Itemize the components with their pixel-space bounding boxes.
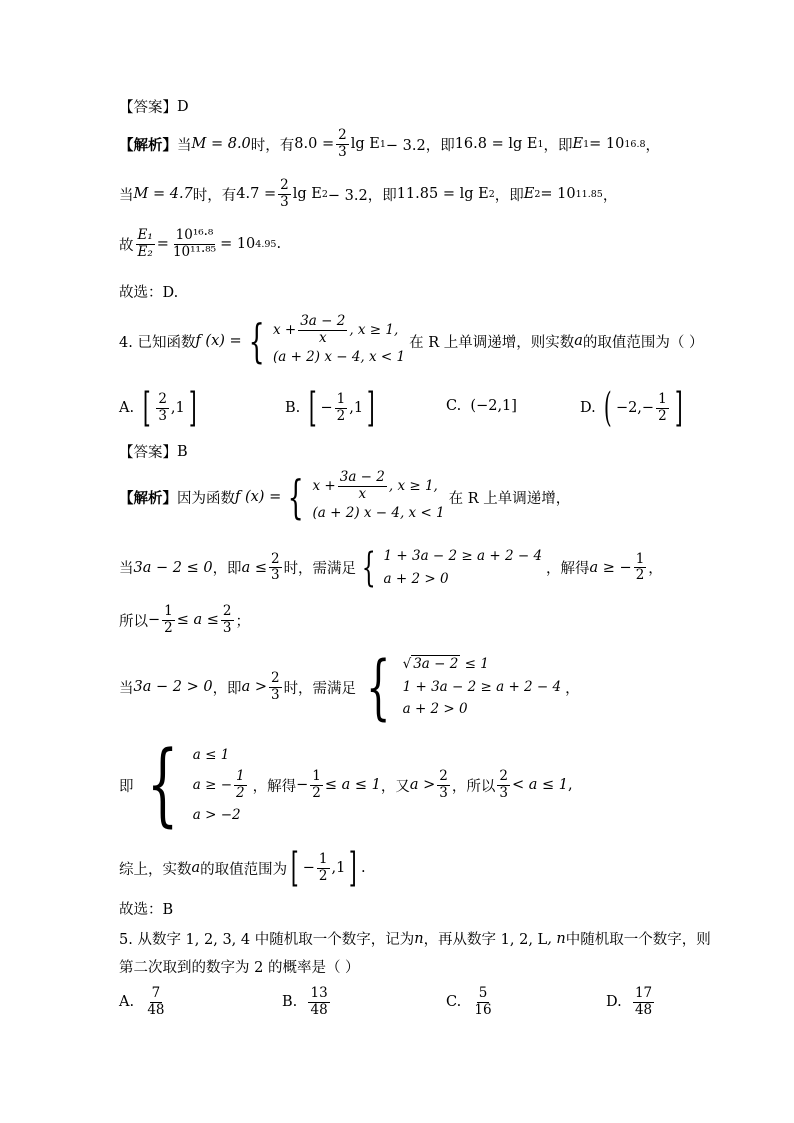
text: 在 R 上单调递增，: [448, 490, 571, 507]
q3-choose-line: [119, 281, 178, 302]
text: ，即: [494, 187, 524, 204]
answer-value: B: [177, 443, 188, 460]
q4-summary-line: 综上，实数 a 的取值范围为 [ − $\frac{1}{2}$ ,1 ] .: [119, 845, 366, 891]
text: 的取值范围为（ ）: [582, 334, 704, 351]
q5-stem-line-2: 第二次取到的数字为 2 的概率是（ ）: [119, 960, 360, 976]
q5-option-b[interactable]: B. $\frac{13}{48}$: [282, 985, 328, 1018]
fraction: $\frac{\text{10¹⁶·⁸}}{\text{10¹¹·⁸⁵}}$: [172, 227, 217, 260]
math: 8.0 =: [294, 136, 335, 153]
q5-option-a[interactable]: A. $\frac{7}{48}$: [119, 985, 165, 1018]
math: M = 4.7: [133, 186, 193, 203]
brace: {: [287, 470, 304, 525]
q4-option-b[interactable]: B. [ − $\frac{1}{2}$ ,1 ]: [285, 385, 375, 431]
text: − 3.2，即: [327, 187, 397, 204]
q5-option-c[interactable]: C. $\frac{5}{16}$: [446, 985, 492, 1018]
q4-option-c[interactable]: C. (−2,1]: [446, 398, 517, 414]
q4-answer-line: [119, 441, 188, 462]
q5-stem-line-1: 5. 从数字 1, 2, 3, 4 中随机取一个数字，记为 n ，再从数字 1, 2, L , n 中随机取一个数字，则: [119, 930, 711, 948]
exponent: 16.8: [624, 138, 646, 150]
math: f (x) =: [235, 489, 282, 506]
math: a: [574, 333, 583, 350]
answer-value: D: [177, 98, 189, 115]
text: 当: [177, 137, 192, 154]
text: − 3.2，即: [385, 137, 455, 154]
piecewise: x + $\frac{3a - 2}{x}$ , x ≥ 1, (a + 2) x − 4, x < 1: [272, 313, 406, 366]
q3-answer-line: [119, 96, 189, 117]
math: = 10: [220, 236, 256, 253]
exponent: 11.85: [575, 188, 603, 200]
math: = 10: [540, 186, 576, 203]
q4-case1-line: 当 3a − 2 ≤ 0 ，即 a ≤ $\frac{2}{3}$ 时，需满足 { 1 + 3a − 2 ≥ a + 2 − 4 a + 2 > 0 ，解得 a ≥ − $\frac{1}{2}$ ，: [119, 544, 663, 591]
answer-label: 【答案】: [119, 445, 177, 461]
text: ，: [602, 187, 618, 204]
math: = 10: [589, 136, 625, 153]
q3-analysis-line-2: 当 M = 4.7 时，有 4.7 = $\frac{2}{3}$ lg E 2 − 3.2，即 11.85 = lg E 2 ，即 E 2 = 10 11.85 ，: [119, 177, 618, 210]
math: f (x) =: [195, 333, 242, 350]
math: lg E: [350, 136, 380, 153]
analysis-label: 【解析】: [119, 136, 177, 154]
text: 4. 已知函数: [119, 334, 196, 351]
math: 11.85 = lg E: [396, 186, 489, 203]
q4-option-a[interactable]: A. [ $\frac{2}{3}$ ,1 ]: [119, 385, 197, 431]
answer-label: 【答案】: [119, 100, 177, 116]
math: lg E: [292, 186, 322, 203]
exponent: 4.95: [255, 238, 277, 250]
text: 时，有: [250, 137, 295, 154]
math: E: [572, 136, 584, 153]
math: E: [523, 186, 535, 203]
text: 在 R 上单调递增，则实数: [409, 334, 575, 351]
fraction: $\frac{2}{3}$: [338, 127, 347, 160]
analysis-label: 【解析】: [119, 489, 177, 507]
text: 故: [119, 237, 134, 254]
text: 故选：D.: [119, 285, 179, 301]
math: 16.8 = lg E: [454, 136, 538, 153]
q5-option-d[interactable]: D. $\frac{17}{48}$: [606, 985, 653, 1018]
text: 当: [119, 187, 134, 204]
text: 因为函数: [177, 490, 235, 507]
q4-case2-line: 当 3a − 2 > 0 ，即 a > $\frac{2}{3}$ 时，需满足 { √ 3a − 2 ≤ 1 1 + 3a − 2 ≥ a + 2 − 4 a + 2 > 0 ，: [119, 646, 580, 728]
q3-analysis-line-3: 故 $\frac{\text{E₁}}{\text{E₂}}$ = $\frac{\text{10¹⁶·⁸}}{\text{10¹¹·⁸⁵}}$ = 10 4.95 .: [119, 227, 282, 260]
q4-option-d[interactable]: D. ( −2,− $\frac{1}{2}$ ]: [580, 385, 683, 431]
brace: {: [248, 314, 265, 369]
text: .: [276, 236, 282, 253]
text: 时，有: [192, 187, 237, 204]
q4-analysis-line-1: [119, 470, 570, 525]
piecewise: x + $\frac{3a - 2}{x}$ , x ≥ 1, (a + 2) x − 4, x < 1: [312, 469, 445, 522]
q4-ji-line: 即 { a ≤ 1 a ≥ − $\frac{1}{2}$ a > −2 ，解得 − $\frac{1}{2}$ ≤ a ≤ 1 ，又 a > $\frac{2}{3}$ ，所以 $\frac{2}{3}$ < a ≤ 1 ,: [119, 732, 573, 837]
fraction: $\frac{\text{E₁}}{\text{E₂}}$: [137, 227, 153, 260]
q3-analysis-line-1: 【解析】 当 M = 8.0 时，有 8.0 = $\frac{2}{3}$ lg E 1 − 3.2，即 16.8 = lg E 1 ，即 E 1 = 10 16.8 ，: [119, 127, 661, 160]
math: M = 8.0: [191, 136, 251, 153]
text: ，即: [543, 137, 573, 154]
q4-stem: [119, 314, 704, 369]
q4-so-line: 所以 − $\frac{1}{2}$ ≤ a ≤ $\frac{2}{3}$ ；: [119, 603, 251, 636]
q4-choose-line: 故选：B: [119, 902, 174, 918]
text: ，: [645, 137, 661, 154]
math: 4.7 =: [236, 186, 277, 203]
fraction: $\frac{2}{3}$: [280, 177, 289, 210]
